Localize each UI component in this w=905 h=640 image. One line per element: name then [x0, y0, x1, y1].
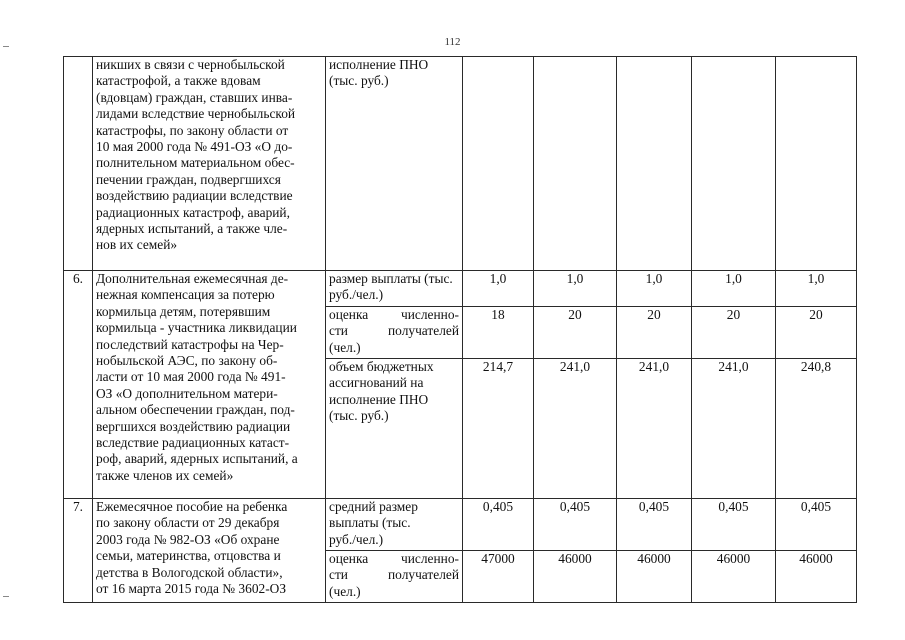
value-cell: 46000	[692, 551, 776, 603]
indicator-label: оценка численно- сти получателей (чел.)	[326, 551, 463, 603]
value-cell: 20	[534, 307, 617, 359]
value-cell: 0,405	[692, 499, 776, 551]
indicator-label: размер выплаты (тыс. руб./чел.)	[326, 271, 463, 307]
row-number: 7.	[64, 499, 93, 603]
indicator-label: средний размер выплаты (тыс. руб./чел.)	[326, 499, 463, 551]
value-cell: 1,0	[463, 271, 534, 307]
indicator-label: оценка численно- сти получателей (чел.)	[326, 307, 463, 359]
value-cell: 47000	[463, 551, 534, 603]
value-cell: 46000	[534, 551, 617, 603]
budget-table	[63, 56, 857, 603]
margin-mark	[3, 46, 9, 47]
row-description: Ежемесячное пособие на ребенка по закону области от 29 декабря 2003 года № 982-ОЗ «Об охране семьи, материнства, отцовства и детства в Вологодской области», от 16 марта 2015 года № 3602-ОЗ	[93, 499, 326, 603]
value-cell: 214,7	[463, 359, 534, 499]
value-cell: 20	[776, 307, 857, 359]
value-cell: 0,405	[534, 499, 617, 551]
value-cell: 240,8	[776, 359, 857, 499]
value-cell: 241,0	[534, 359, 617, 499]
table-row	[64, 271, 857, 307]
value-cell: 46000	[617, 551, 692, 603]
value-cell	[463, 57, 534, 271]
value-cell: 0,405	[776, 499, 857, 551]
value-cell: 20	[617, 307, 692, 359]
value-cell	[617, 57, 692, 271]
value-cell: 1,0	[617, 271, 692, 307]
value-cell: 0,405	[617, 499, 692, 551]
page-number: 112	[444, 36, 461, 48]
indicator-label: объем бюджетных ассигнований на исполнение ПНО (тыс. руб.)	[326, 359, 463, 499]
table-row	[64, 499, 857, 551]
value-cell: 18	[463, 307, 534, 359]
table-row	[64, 57, 857, 271]
value-cell	[534, 57, 617, 271]
value-cell	[776, 57, 857, 271]
value-cell	[692, 57, 776, 271]
row-number: 6.	[64, 271, 93, 499]
value-cell: 20	[692, 307, 776, 359]
value-cell: 1,0	[692, 271, 776, 307]
indicator-label: исполнение ПНО (тыс. руб.)	[326, 57, 463, 271]
margin-mark	[3, 596, 9, 597]
value-cell: 0,405	[463, 499, 534, 551]
value-cell: 1,0	[776, 271, 857, 307]
row-description: Дополнительная ежемесячная де- нежная компенсация за потерю кормильца детям, потерявшим кормильца - участника ликвидации последствий катастрофы на Чер- нобыльской АЭС, по закону об- ласти от 10 мая 2000 года № 491- ОЗ «О дополнительном матери- альном обеспечении граждан, под- вергшихся воздействию радиации вследствие радиационных катаст- роф, аварий, ядерных испытаний, а также членов их семей»	[93, 271, 326, 499]
row-number	[64, 57, 93, 271]
value-cell: 1,0	[534, 271, 617, 307]
row-description: никших в связи с чернобыльской катастрофой, а также вдовам (вдовцам) граждан, ставших инва- лидами вследствие чернобыльской катастрофы, по закону области от 10 мая 2000 года № 491-ОЗ «О до- полнительном материальном обес- печении граждан, подвергшихся воздействию радиации вследствие радиационных катастроф, аварий, ядерных испытаний, а также чле- нов их семей»	[93, 57, 326, 271]
value-cell: 241,0	[617, 359, 692, 499]
value-cell: 46000	[776, 551, 857, 603]
value-cell: 241,0	[692, 359, 776, 499]
